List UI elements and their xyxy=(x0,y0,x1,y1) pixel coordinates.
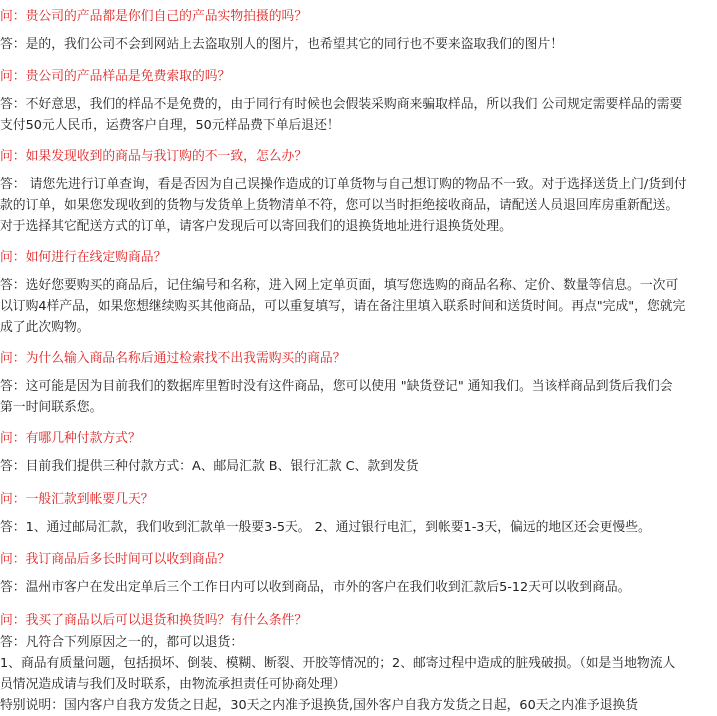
faq-item xyxy=(0,551,717,598)
faq-answer-line: 答： 请您先进行订单查询，看是否因为自己误操作造成的订单货物与自己想订购的物品不一致。对于选择送货上门/货到付 xyxy=(0,177,687,192)
faq-answer-line: 第一时间联系您。 xyxy=(0,400,103,415)
faq-answer-line: 支付50元人民币，运费客户自理，50元样品费下单后退还！ xyxy=(0,118,340,133)
faq-answer-line: 答：目前我们提供三种付款方式：A、邮局汇款 B、银行汇款 C、款到发货 xyxy=(0,459,419,474)
faq-item xyxy=(0,249,717,338)
faq-answer-line: 答：选好您要购买的商品后，记住编号和名称，进入网上定单页面，填写您选购的商品名称、定价、数量等信息。一次可 xyxy=(0,278,679,293)
faq-item xyxy=(0,8,717,55)
faq-question: 问：我买了商品以后可以退货和换货吗？有什么条件？ xyxy=(0,613,308,628)
faq-answer-line: 答：是的，我们公司不会到网站上去盗取别人的图片，也希望其它的同行也不要来盗取我们的图片！ xyxy=(0,37,564,52)
faq-question: 问：有哪几种付款方式？ xyxy=(0,431,141,446)
faq-answer-line: 款的订单，如果您发现收到的货物与发货单上货物清单不符，您可以当时拒绝接收商品，请配送人员退回库房重新配送。 xyxy=(0,198,679,213)
faq-answer-line: 答：这可能是因为目前我们的数据库里暂时没有这件商品，您可以使用 "缺货登记" 通知我们。当该样商品到货后我们会 xyxy=(0,379,673,394)
faq-question: 问：一般汇款到帐要几天？ xyxy=(0,492,154,507)
faq-question: 问：为什么输入商品名称后通过检索找不出我需购买的商品？ xyxy=(0,351,346,366)
faq-answer-line: 答：不好意思，我们的样品不是免费的，由于同行有时候也会假装采购商来骗取样品，所以我们 公司规定需要样品的需要 xyxy=(0,97,683,112)
faq-question: 问：如何进行在线定购商品？ xyxy=(0,250,167,265)
faq-question: 问：贵公司的产品样品是免费索取的吗？ xyxy=(0,69,231,84)
faq-item xyxy=(0,148,717,237)
faq-item xyxy=(0,350,717,418)
faq-answer-line: 对于选择其它配送方式的订单，请客户发现后可以寄回我们的退换货地址进行退换货处理。 xyxy=(0,219,512,234)
faq-answer-line: 答：温州市客户在发出定单后三个工作日内可以收到商品，市外的客户在我们收到汇款后5-12天可以收到商品。 xyxy=(0,580,631,595)
faq-answer-line: 答：1、通过邮局汇款，我们收到汇款单一般要3-5天。 2、通过银行电汇，到帐要1-3天，偏远的地区还会更慢些。 xyxy=(0,520,651,535)
faq-question: 问：如果发现收到的商品与我订购的不一致，怎么办？ xyxy=(0,149,308,164)
faq-item xyxy=(0,491,717,538)
faq-answer-line: 以订购4样产品，如果您想继续购买其他商品，可以重复填写，请在备注里填入联系时间和送货时间。再点"完成"，您就完 xyxy=(0,299,686,314)
faq-item xyxy=(0,68,717,136)
faq-question: 问：贵公司的产品都是你们自己的产品实物拍摄的吗？ xyxy=(0,9,308,24)
special-note: 特别说明：国内客户自我方发货之日起，30天之内准予退换货,国外客户自我方发货之日起，60天之内准予退换货 xyxy=(0,698,639,713)
faq-answer-line: 1、商品有质量问题，包括损坏、倒装、模糊、断裂、开胶等情况的；2、邮寄过程中造成的脏残破损。（如是当地物流人 xyxy=(0,656,676,671)
faq-answer-line: 员情况造成请与我们及时联系，由物流承担责任可协商处理） xyxy=(0,677,346,692)
faq-answer-line: 答：凡符合下列原因之一的，都可以退货： xyxy=(0,635,244,650)
faq-question: 问：我订商品后多长时间可以收到商品？ xyxy=(0,552,231,567)
faq-item xyxy=(0,612,717,716)
faq-answer-line: 成了此次购物。 xyxy=(0,320,90,335)
faq-item xyxy=(0,430,717,477)
